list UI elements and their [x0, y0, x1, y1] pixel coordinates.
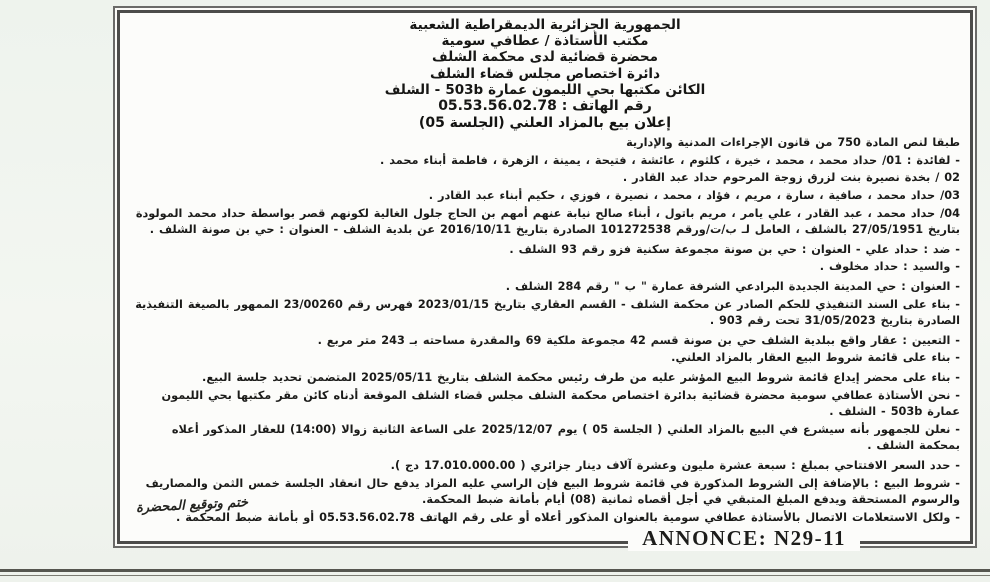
paragraph-executive-title: - بناء على السند التنفيذي للحكم الصادر عن محكمة الشلف - القسم العقاري بتاريخ 2023/01/15 فهرس رقم 23/00260 الممهور بالصيغة التنفيذية الصادرة بتاريخ 31/05/2023 تحت رقم 903 .: [135, 297, 960, 328]
paragraph-address: - العنوان : حي المدينة الجديدة البرادعي الشرفة عمارة " ب " رقم 284 الشلف .: [505, 279, 960, 293]
header-line-jurisdiction: دائرة اختصاص مجلس قضاء الشلف: [429, 65, 660, 82]
annonce-reference-label: ANNONCE: N29-11: [628, 526, 860, 551]
paragraph-deposit-report: - بناء على محضر إيداع قائمة شروط البيع المؤشر عليه من طرف رئيس محكمة الشلف بتاريخ 2025/05/11 المتضمن تحديد جلسة البيع.: [202, 370, 960, 384]
paragraph-beneficiary-4: 04/ حداد محمد ، عبد القادر ، علي يامر ، مريم باتول ، أبناء صالح نيابة عنهم أمهم بن الحاج جلول الغالية لكونهم قصر بواسطة حداد محمد المولودة بتاريخ 27/05/1951 بالشلف ، العامل لـ ب/ت/ورقم 101272538 الصادرة بتاريخ 2016/10/11 عن بلدية الشلف - العنوان : حي بن صونة الشلف .: [135, 206, 960, 237]
page-section-divider: [0, 569, 990, 576]
announcement-outer-frame: [113, 6, 977, 548]
paragraph-against: - ضد : حداد علي - العنوان : حي بن صونة مجموعة سكنية فزو رقم 93 الشلف .: [509, 242, 960, 256]
header-line-office: مكتب الأستاذة / عطافي سومية: [441, 33, 649, 50]
paragraph-beneficiary-2: 02 / بخدة نصيرة بنت لزرق زوجة المرحوم حداد عبد القادر .: [622, 171, 960, 185]
announcement-document: [117, 10, 973, 550]
stamp-signature-note: ختم وتوقيع المحضرة: [135, 495, 249, 516]
paragraph-mister: - والسيد : حداد مخلوف .: [819, 260, 960, 274]
paragraph-beneficiary-1: - لفائدة : 01/ حداد محمد ، محمد ، خيرة ، كلثوم ، عائشة ، فتيحة ، يمينة ، الزهرة ، فاطمة أبناء محمد .: [380, 153, 960, 167]
paragraph-conditions-list: - بناء على قائمة شروط البيع العقار بالمزاد العلني.: [671, 351, 960, 365]
header-line-bailiff: محضرة قضائية لدى محكمة الشلف: [432, 49, 658, 66]
header-line-phone: رقم الهاتف : 05.53.56.02.78: [438, 98, 652, 115]
paragraph-designation: - التعيين : عقار واقع ببلدية الشلف حي بن صونة قسم 42 مجموعة ملكية 69 والمقدرة مساحته بـ 243 متر مربع .: [317, 333, 960, 347]
page-title: إعلان بيع بالمزاد العلني (الجلسة 05): [418, 115, 672, 132]
document-body: [130, 135, 960, 526]
paragraph-contact-info: - ولكل الاستعلامات الاتصال بالأستاذة عطافي سومية بالعنوان المذكور أعلاه أو على رقم الهاتف 05.53.56.02.78 أو بأمانة ضبط المحكمة .: [175, 510, 960, 524]
document-header: [130, 17, 960, 132]
paragraph-beneficiary-3: 03/ حداد محمد ، صافية ، سارة ، مريم ، فؤاد ، محمد ، نصيرة ، فوزي ، حكيم أبناء عبد القادر .: [428, 189, 960, 202]
paragraph-we-the-bailiff: - نحن الأستاذة عطافي سومية محضرة قضائية بدائرة اختصاص محكمة الشلف مجلس قضاء الشلف الموقعة أدناه كائن مقر مكتبها بحي الليمون عمارة 503b - الشلف .: [161, 388, 960, 419]
header-line-republic: الجمهورية الجزائرية الديمقراطية الشعبية: [409, 17, 681, 33]
header-line-address: الكائن مكتبها بحي الليمون عمارة 503b - الشلف: [384, 81, 706, 98]
paragraph-public-announcement: - نعلن للجمهور بأنه سيشرع في البيع بالمزاد العلني ( الجلسة 05 ) يوم 2025/12/07 على الساعة الثانية زوالا (14:00) للعقار المذكور أعلاه بمحكمة الشلف .: [171, 422, 960, 453]
paragraph-sale-conditions: - شروط البيع : بالإضافة إلى الشروط المذكورة في قائمة شروط البيع فإن الراسي عليه المزاد يدفع حال انعقاد الجلسة خمس الثمن والمصاريف والرسوم المستحقة ويدفع المبلغ المتبقي في أجل أقصاه ثمانية (08) أيام بأمانة ضبط المحكمة.: [145, 476, 960, 507]
paragraph-legal-basis: طبقا لنص المادة 750 من قانون الإجراءات المدنية والإدارية: [626, 136, 960, 150]
paragraph-opening-price: - حدد السعر الافتتاحي بمبلغ : سبعة عشرة مليون وعشرة آلاف دينار جزائري ( 17.010.000.00 دج ).: [390, 458, 960, 472]
